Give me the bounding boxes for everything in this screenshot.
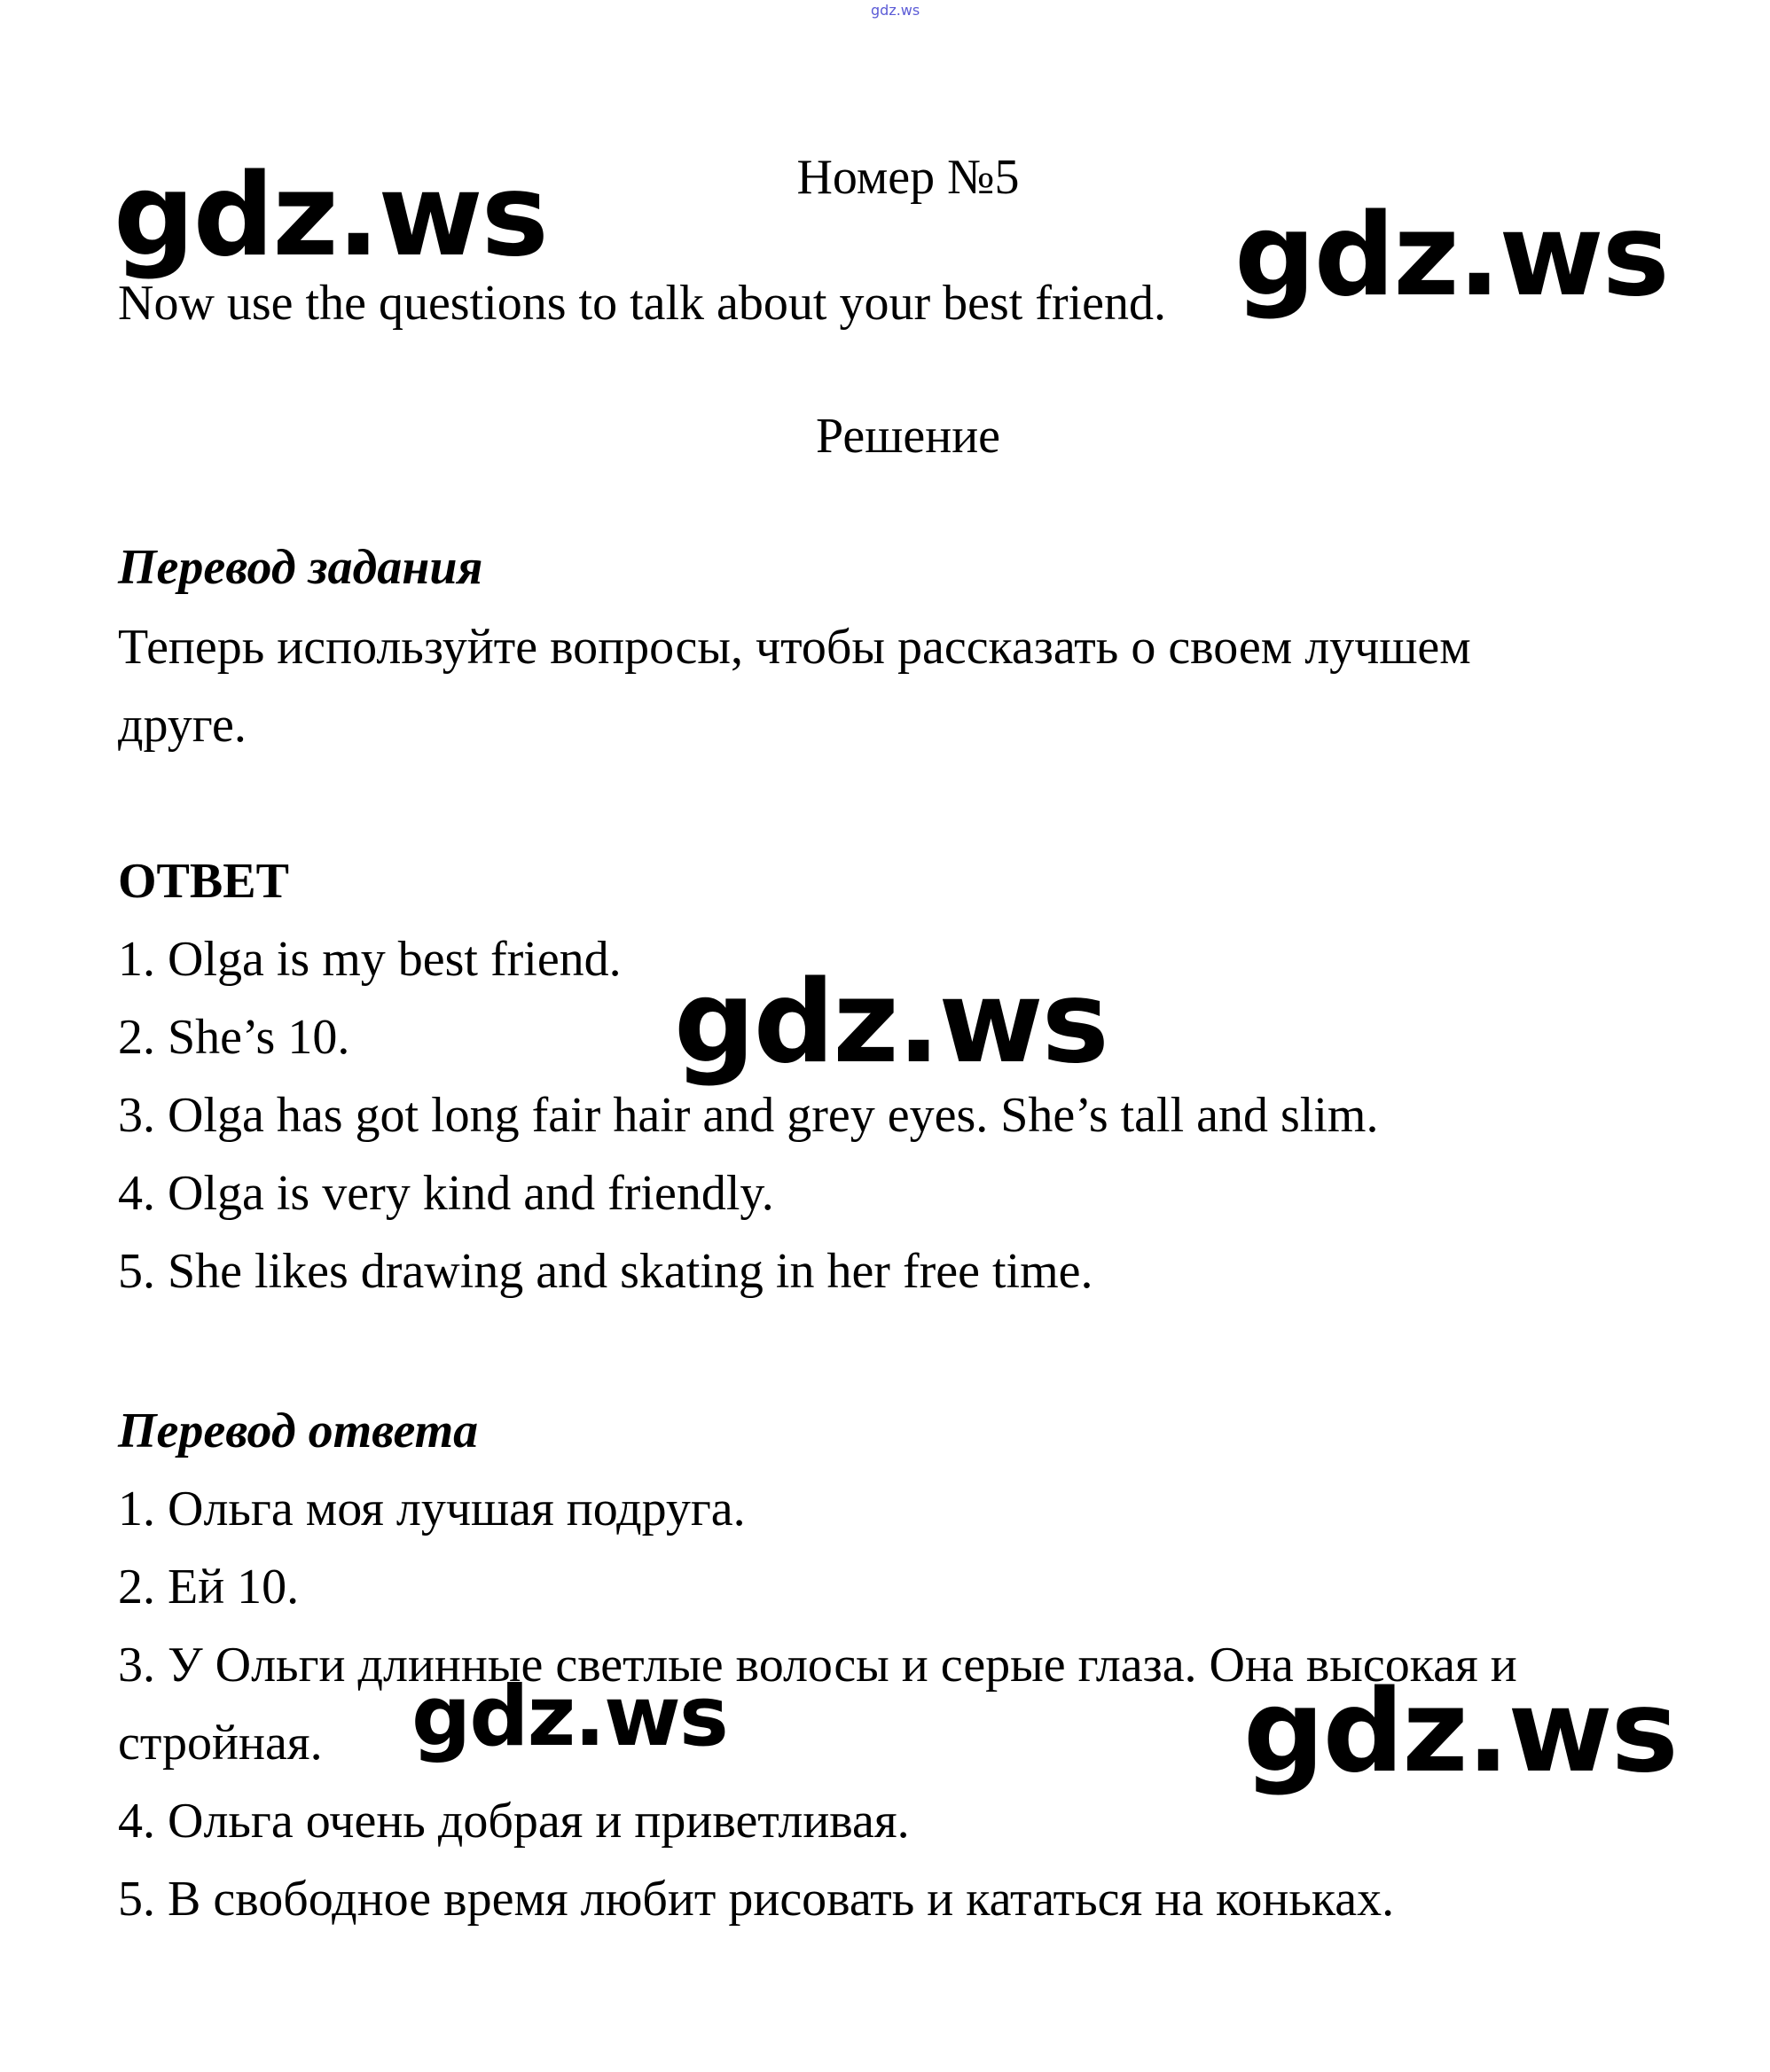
answer-item-3: 3. Olga has got long fair hair and grey eyes. She’s tall and slim. [118,1088,1379,1143]
task-translation-heading: Перевод задания [118,540,483,595]
answer-heading: ОТВЕТ [118,854,289,909]
watermark-top-right: gdz.ws [1234,190,1668,322]
answer-translation-item-1: 1. Ольга моя лучшая подруга. [118,1482,746,1536]
answer-item-4: 4. Olga is very kind and friendly. [118,1166,774,1221]
exercise-number: Номер №5 [796,150,1020,205]
task-text: Now use the questions to talk about your best friend. [118,276,1167,331]
answer-translation-item-2: 2. Ей 10. [118,1560,300,1615]
answer-item-2: 2. She’s 10. [118,1010,350,1065]
answer-translation-heading: Перевод ответа [118,1403,479,1458]
answer-translation-item-4: 4. Ольга очень добрая и приветливая. [118,1794,910,1849]
answer-item-1: 1. Olga is my best friend. [118,932,622,987]
task-translation-line-2: друге. [118,698,247,753]
watermark-top-left: gdz.ws [114,150,547,282]
answer-translation-item-5: 5. В свободное время любит рисовать и кататься на коньках. [118,1872,1395,1927]
top-watermark: gdz.ws [871,2,920,19]
solution-heading: Решение [815,409,1001,464]
answer-item-5: 5. She likes drawing and skating in her free time. [118,1244,1093,1299]
watermark-lower-left: gdz.ws [411,1669,727,1765]
answer-translation-item-3-line-1: 3. У Ольги длинные светлые волосы и серые глаза. Она высокая и [118,1638,1517,1693]
watermark-middle: gdz.ws [674,957,1108,1089]
watermark-lower-right: gdz.ws [1243,1666,1677,1798]
answer-translation-item-3-line-2: стройная. [118,1716,323,1771]
task-translation-line-1: Теперь используйте вопросы, чтобы рассказать о своем лучшем [118,620,1471,675]
